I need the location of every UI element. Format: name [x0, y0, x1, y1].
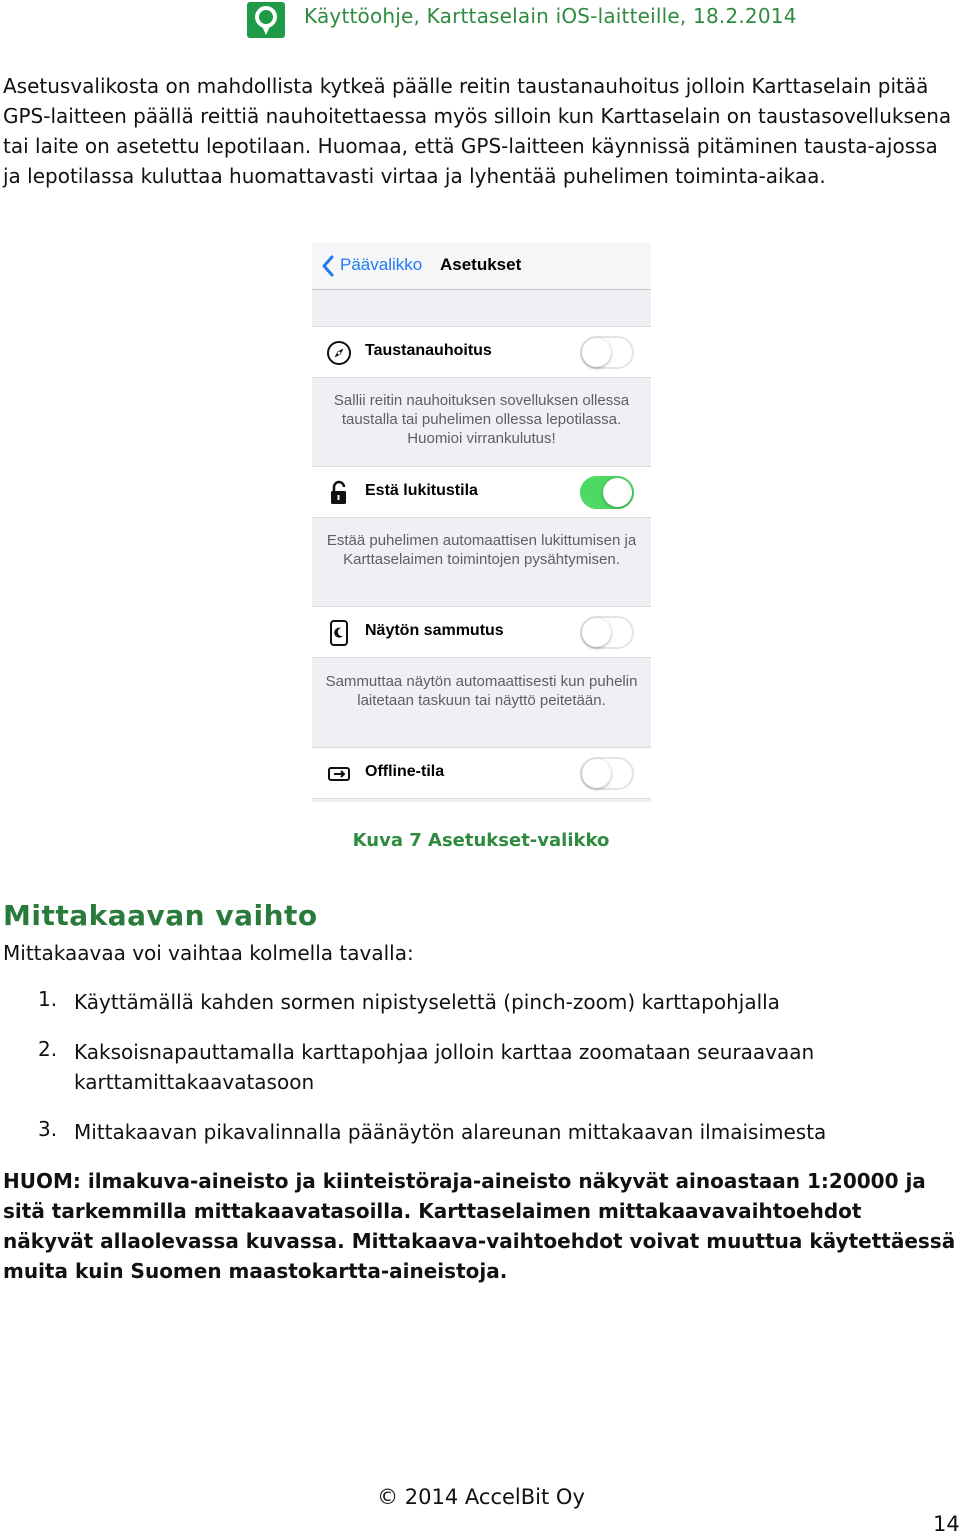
back-chevron-icon[interactable] [321, 255, 335, 277]
plug-icon [326, 761, 352, 787]
intro-paragraph: Asetusvalikosta on mahdollista kytkeä päälle reitin taustanauhoitus jolloin Karttaselain pitää GPS-laitteen päällä reittiä nauhoitettaessa myös silloin kun Karttaselain on taustasovelluksena tai laite on asetettu lepotilaan. Huomaa, että GPS-laitteen käynnissä pitäminen tausta-ajossa ja lepotilassa kuluttaa huomattavasti virtaa ja lyhentää puhelimen toiminta-aikaa. [3, 74, 952, 188]
setting-toggle[interactable] [580, 336, 634, 369]
list-item-number: 2. [38, 1037, 58, 1061]
setting-toggle[interactable] [580, 616, 634, 649]
setting-description: Sallii reitin nauhoituksen sovelluksen ollessa taustalla tai puhelimen ollessa lepotilassa. Huomioi virrankulutus! [333, 392, 630, 447]
setting-row-offline-tila [312, 747, 651, 799]
figure-caption: Kuva 7 Asetukset-valikko [352, 830, 610, 851]
list-item-text: Käyttämällä kahden sormen nipistyselettä (pinch-zoom) karttapohjalla [74, 990, 780, 1014]
setting-label: Taustanauhoitus [365, 342, 492, 359]
setting-toggle[interactable] [580, 476, 634, 509]
list-item-text: Kaksoisnapauttamalla karttapohjaa jolloin karttaa zoomataan seuraavaan karttamittakaavatasoon [74, 1040, 815, 1094]
header-title: Käyttöohje, Karttaselain iOS-laitteille, 18.2.2014 [304, 4, 797, 28]
list-item-number: 1. [38, 987, 58, 1011]
map-pin-logo-icon [247, 2, 285, 38]
setting-label: Offline-tila [365, 763, 445, 780]
phone-moon-icon [326, 620, 352, 646]
list-item-text: Mittakaavan pikavalinnalla päänäytön alareunan mittakaavan ilmaisimesta [74, 1120, 827, 1144]
setting-label: Näytön sammutus [365, 622, 504, 639]
unlock-icon [326, 480, 352, 506]
back-button[interactable]: Päävalikko [340, 255, 423, 274]
setting-row-taustanauhoitus [312, 326, 651, 378]
settings-screenshot [312, 242, 651, 802]
page-number: 14 [933, 1512, 960, 1536]
footer-copyright: © 2014 AccelBit Oy [377, 1485, 585, 1509]
compass-icon [326, 340, 352, 366]
list-item-number: 3. [38, 1117, 58, 1141]
nav-title: Asetukset [440, 255, 522, 274]
section-title: Mittakaavan vaihto [3, 899, 318, 932]
setting-description: Sammuttaa näytön automaattisesti kun puhelin laitetaan taskuun tai näyttö peitetään. [325, 673, 638, 709]
nav-bar [312, 242, 651, 290]
note-paragraph: HUOM: ilmakuva-aineisto ja kiinteistöraja-aineisto näkyvät ainoastaan 1:20000 ja sitä tarkemmilla mittakaavatasoilla. Karttaselaimen mittakaavavaihtoehdot näkyvät allaolevassa kuvassa. Mittakaava-vaihtoehdot voivat muuttua käytettäessä muita kuin Suomen maastokartta-aineistoja. [3, 1169, 956, 1283]
setting-row-esta-lukitustila [312, 466, 651, 518]
setting-row-nayton-sammutus [312, 606, 651, 658]
setting-description: Estää puhelimen automaattisen lukittumisen ja Karttaselaimen toimintojen pysähtymisen. [326, 532, 637, 568]
setting-toggle[interactable] [580, 757, 634, 790]
setting-label: Estä lukitustila [365, 482, 478, 499]
section-intro: Mittakaavaa voi vaihtaa kolmella tavalla: [3, 941, 414, 965]
